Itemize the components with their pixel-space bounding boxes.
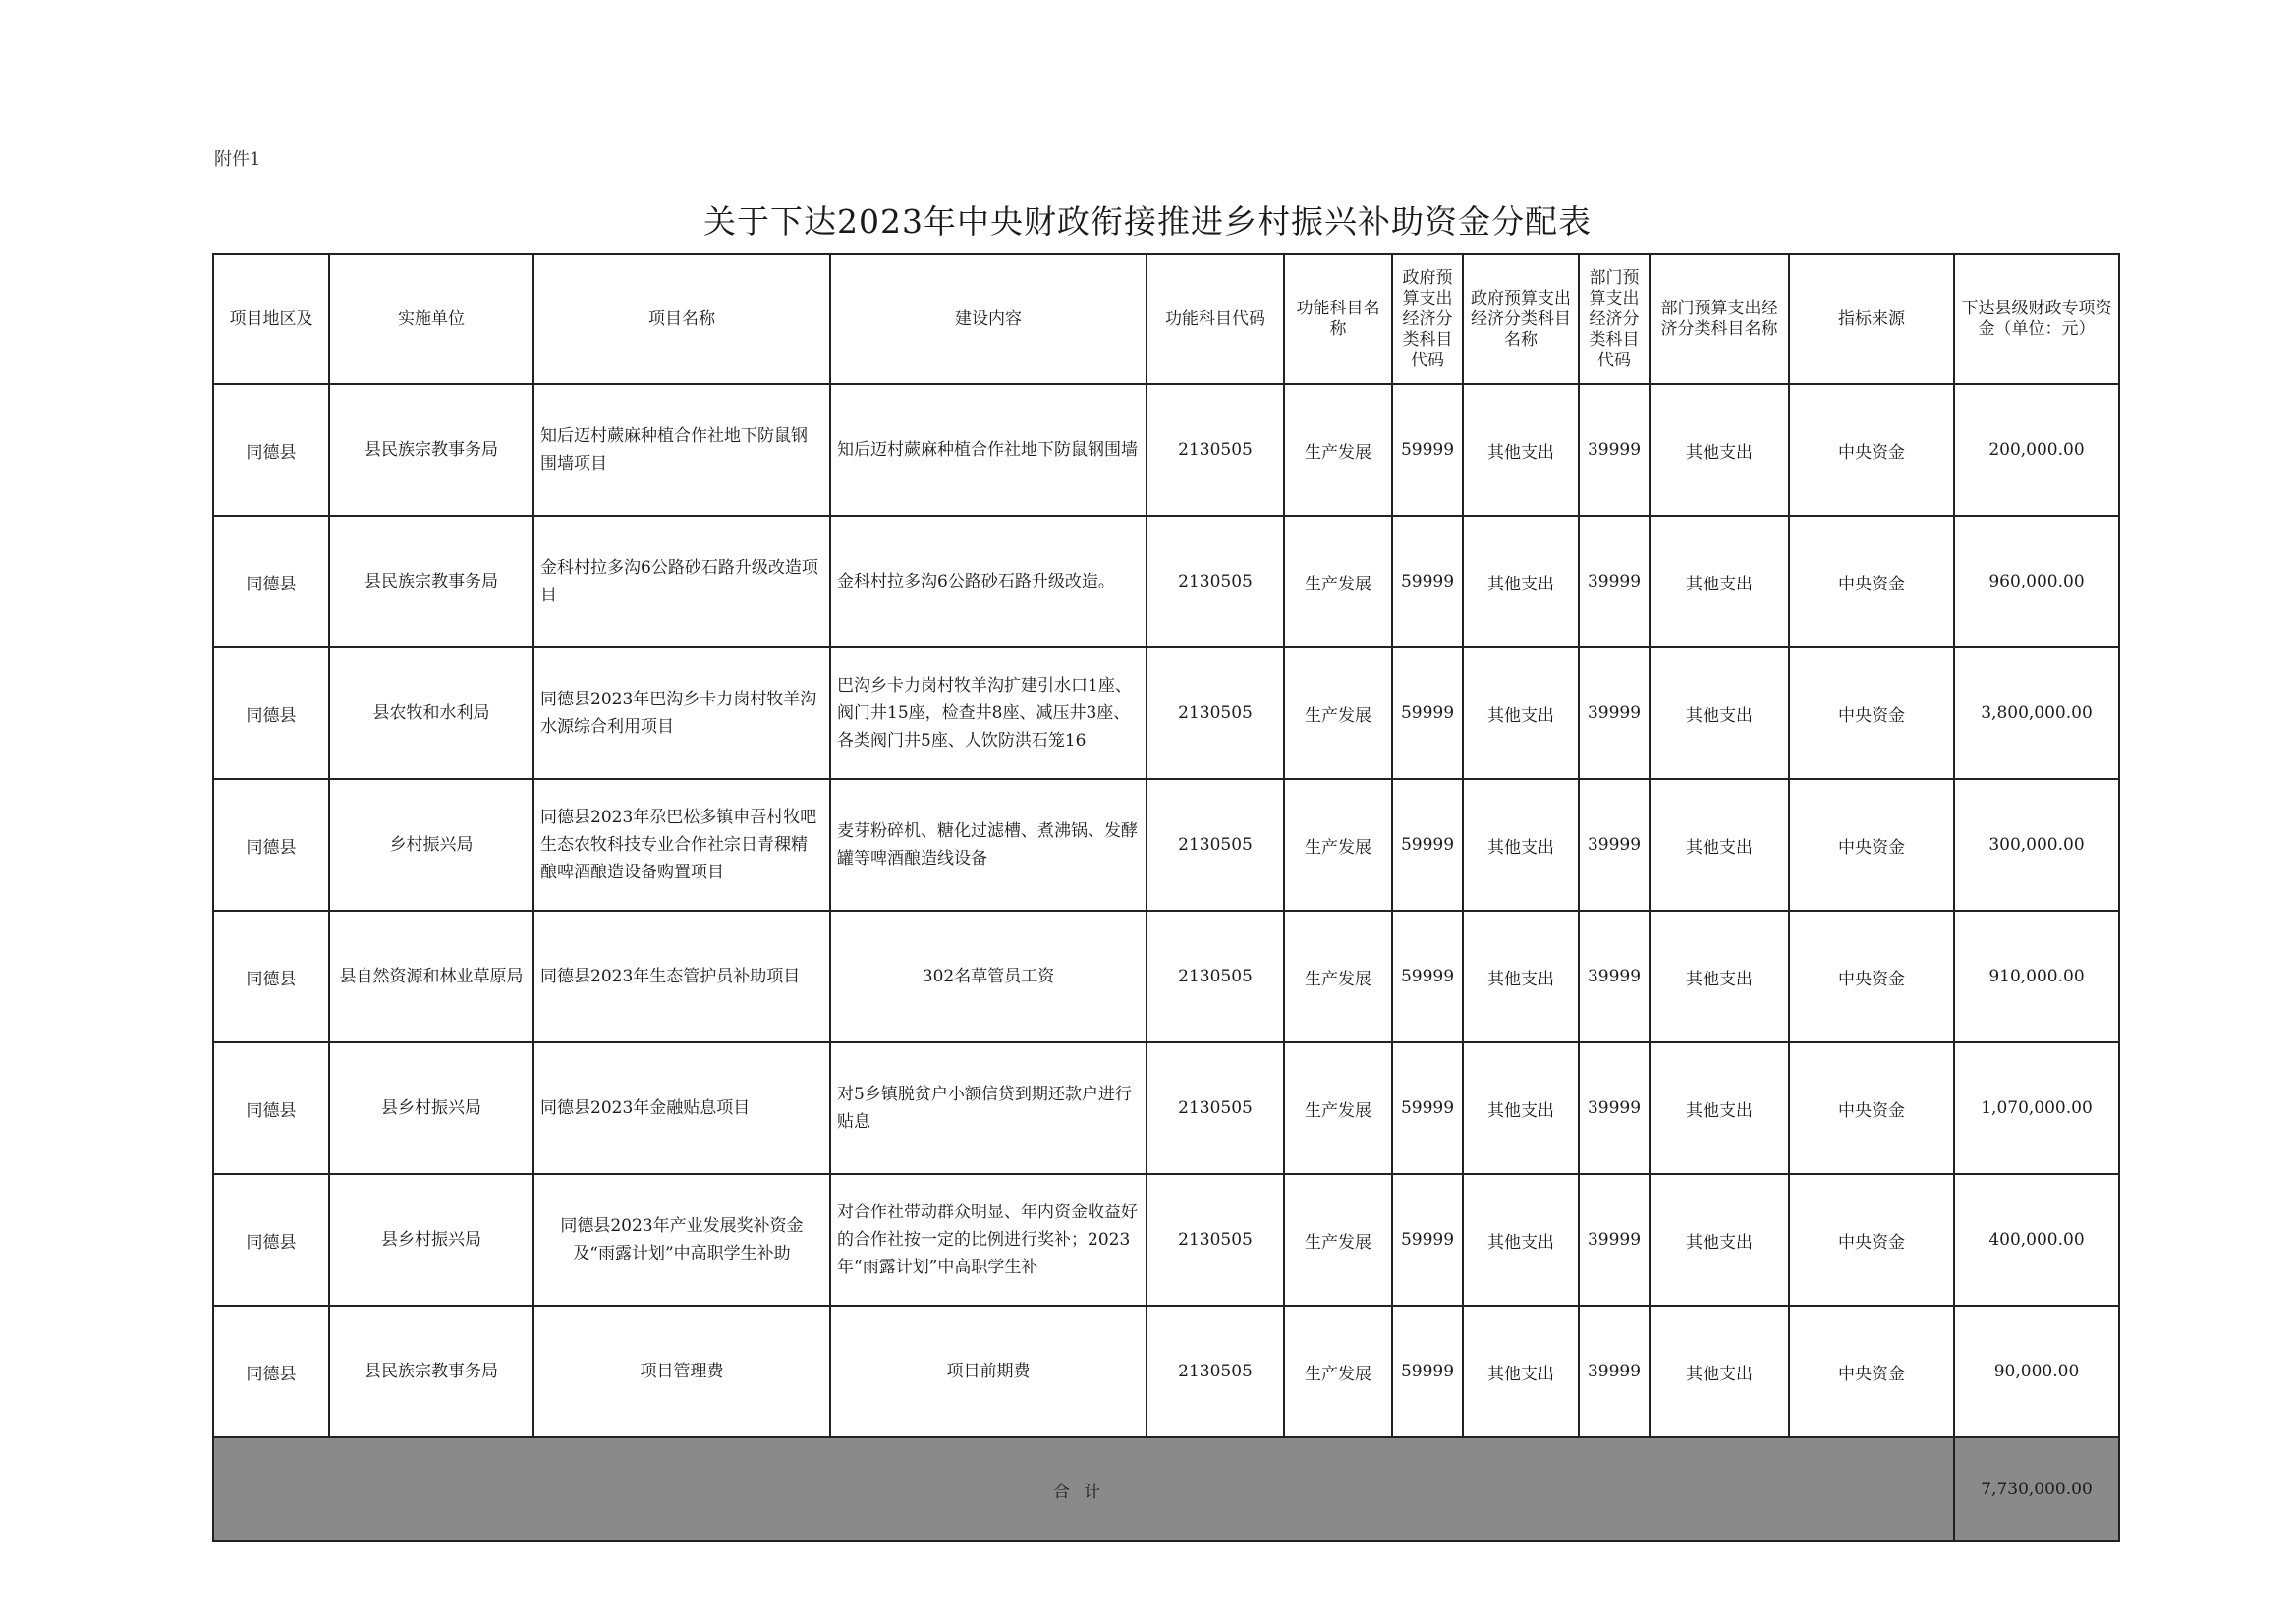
cell-gov-code: 59999	[1392, 1306, 1463, 1437]
table-header-row	[213, 254, 2119, 384]
cell-project-text: 同德县2023年生态管护员补助项目	[540, 967, 801, 986]
cell-unit: 县民族宗教事务局	[329, 384, 533, 516]
header-region: 项目地区及	[213, 254, 329, 384]
cell-func-name: 生产发展	[1284, 1174, 1392, 1306]
cell-content-text: 对5乡镇脱贫户小额信贷到期还款户进行贴息	[837, 1085, 1132, 1132]
cell-unit: 乡村振兴局	[329, 779, 533, 911]
cell-gov-code: 59999	[1392, 779, 1463, 911]
cell-func-name: 生产发展	[1284, 911, 1392, 1042]
cell-content	[830, 647, 1147, 779]
cell-func-code: 2130505	[1147, 779, 1284, 911]
cell-gov-name: 其他支出	[1463, 647, 1579, 779]
cell-gov-code: 59999	[1392, 1042, 1463, 1174]
cell-source: 中央资金	[1789, 1174, 1954, 1306]
header-amount: 下达县级财政专项资金（单位：元）	[1954, 254, 2119, 384]
cell-content-text: 项目前期费	[946, 1362, 1031, 1381]
cell-gov-code: 59999	[1392, 647, 1463, 779]
cell-func-name: 生产发展	[1284, 516, 1392, 647]
cell-project	[533, 1306, 830, 1437]
cell-region: 同德县	[213, 1042, 329, 1174]
cell-amount: 400,000.00	[1954, 1174, 2119, 1306]
cell-content-text: 金科村拉多沟6公路砂石路升级改造。	[837, 572, 1115, 591]
attachment-label: 附件1	[214, 149, 261, 170]
cell-func-name: 生产发展	[1284, 384, 1392, 516]
cell-project-text: 同德县2023年尕巴松多镇申吾村牧吧生态农牧科技专业合作社宗日青稞精酿啤酒酿造设备购置项目	[540, 808, 817, 882]
header-dept-name: 部门预算支出经济分类科目名称	[1650, 254, 1789, 384]
header-source: 指标来源	[1789, 254, 1954, 384]
cell-project	[533, 911, 830, 1042]
cell-dept-code: 39999	[1579, 1174, 1650, 1306]
table-row	[213, 1306, 2119, 1437]
cell-func-code: 2130505	[1147, 384, 1284, 516]
cell-dept-name: 其他支出	[1650, 1174, 1789, 1306]
cell-source: 中央资金	[1789, 911, 1954, 1042]
cell-gov-code: 59999	[1392, 1174, 1463, 1306]
cell-source: 中央资金	[1789, 1042, 1954, 1174]
header-dept-code: 部门预算支出经济分类科目代码	[1579, 254, 1650, 384]
cell-content-text: 麦芽粉碎机、糖化过滤槽、煮沸锅、发酵罐等啤酒酿造线设备	[837, 821, 1138, 868]
cell-gov-name: 其他支出	[1463, 1306, 1579, 1437]
table-row	[213, 516, 2119, 647]
cell-project	[533, 647, 830, 779]
table-row	[213, 911, 2119, 1042]
cell-region: 同德县	[213, 1174, 329, 1306]
cell-gov-code: 59999	[1392, 516, 1463, 647]
cell-dept-name: 其他支出	[1650, 779, 1789, 911]
cell-project	[533, 779, 830, 911]
table-row	[213, 779, 2119, 911]
cell-func-name: 生产发展	[1284, 1042, 1392, 1174]
cell-dept-code: 39999	[1579, 647, 1650, 779]
cell-gov-code: 59999	[1392, 384, 1463, 516]
header-func-code: 功能科目代码	[1147, 254, 1284, 384]
cell-unit: 县自然资源和林业草原局	[329, 911, 533, 1042]
cell-amount: 300,000.00	[1954, 779, 2119, 911]
cell-project-text: 同德县2023年金融贴息项目	[540, 1098, 751, 1118]
cell-gov-name: 其他支出	[1463, 1174, 1579, 1306]
cell-source: 中央资金	[1789, 647, 1954, 779]
header-gov-code: 政府预算支出经济分类科目代码	[1392, 254, 1463, 384]
total-label: 合计	[213, 1437, 1954, 1541]
cell-content-text: 302名草管员工资	[922, 967, 1055, 986]
cell-amount: 1,070,000.00	[1954, 1042, 2119, 1174]
cell-dept-name: 其他支出	[1650, 647, 1789, 779]
cell-gov-name: 其他支出	[1463, 384, 1579, 516]
cell-project	[533, 384, 830, 516]
cell-func-code: 2130505	[1147, 1174, 1284, 1306]
cell-project-text: 知后迈村蕨麻种植合作社地下防鼠钢围墙项目	[540, 426, 808, 474]
cell-dept-code: 39999	[1579, 384, 1650, 516]
header-func-name: 功能科目名称	[1284, 254, 1392, 384]
cell-func-code: 2130505	[1147, 647, 1284, 779]
cell-content	[830, 779, 1147, 911]
cell-unit: 县民族宗教事务局	[329, 1306, 533, 1437]
cell-dept-code: 39999	[1579, 516, 1650, 647]
cell-dept-name: 其他支出	[1650, 516, 1789, 647]
cell-project	[533, 516, 830, 647]
cell-unit: 县农牧和水利局	[329, 647, 533, 779]
cell-gov-name: 其他支出	[1463, 516, 1579, 647]
cell-gov-code: 59999	[1392, 911, 1463, 1042]
cell-dept-name: 其他支出	[1650, 1306, 1789, 1437]
cell-content-text: 知后迈村蕨麻种植合作社地下防鼠钢围墙	[837, 440, 1138, 460]
cell-source: 中央资金	[1789, 384, 1954, 516]
total-row	[213, 1437, 2119, 1541]
cell-func-code: 2130505	[1147, 1042, 1284, 1174]
cell-content-text: 巴沟乡卡力岗村牧羊沟扩建引水口1座、阀门井15座，检查井8座、减压井3座、各类阀门井5座、人饮防洪石笼16	[837, 676, 1132, 751]
cell-project-text: 项目管理费	[640, 1362, 724, 1381]
cell-func-name: 生产发展	[1284, 779, 1392, 911]
cell-content	[830, 1306, 1147, 1437]
cell-func-code: 2130505	[1147, 1306, 1284, 1437]
header-content: 建设内容	[830, 254, 1147, 384]
header-unit: 实施单位	[329, 254, 533, 384]
cell-content	[830, 1042, 1147, 1174]
cell-dept-code: 39999	[1579, 911, 1650, 1042]
cell-amount: 910,000.00	[1954, 911, 2119, 1042]
cell-source: 中央资金	[1789, 779, 1954, 911]
cell-project	[533, 1174, 830, 1306]
cell-gov-name: 其他支出	[1463, 779, 1579, 911]
cell-content-text: 对合作社带动群众明显、年内资金收益好的合作社按一定的比例进行奖补；2023年“雨露计划”中高职学生补	[837, 1203, 1138, 1277]
cell-func-code: 2130505	[1147, 516, 1284, 647]
cell-project	[533, 1042, 830, 1174]
cell-region: 同德县	[213, 384, 329, 516]
allocation-table	[212, 253, 2120, 1542]
cell-dept-code: 39999	[1579, 1042, 1650, 1174]
cell-region: 同德县	[213, 779, 329, 911]
total-amount: 7,730,000.00	[1954, 1437, 2119, 1541]
table-row	[213, 384, 2119, 516]
cell-dept-name: 其他支出	[1650, 911, 1789, 1042]
cell-content	[830, 911, 1147, 1042]
cell-project-text: 同德县2023年巴沟乡卡力岗村牧羊沟水源综合利用项目	[540, 690, 817, 737]
cell-amount: 90,000.00	[1954, 1306, 2119, 1437]
cell-dept-code: 39999	[1579, 1306, 1650, 1437]
cell-project-text: 同德县2023年产业发展奖补资金及“雨露计划”中高职学生补助	[560, 1216, 804, 1263]
cell-amount: 200,000.00	[1954, 384, 2119, 516]
document-title: 关于下达2023年中央财政衔接推进乡村振兴补助资金分配表	[703, 202, 1592, 241]
cell-region: 同德县	[213, 1306, 329, 1437]
cell-dept-name: 其他支出	[1650, 384, 1789, 516]
table-row	[213, 647, 2119, 779]
table-row	[213, 1042, 2119, 1174]
cell-region: 同德县	[213, 516, 329, 647]
table-row	[213, 1174, 2119, 1306]
cell-unit: 县民族宗教事务局	[329, 516, 533, 647]
cell-dept-name: 其他支出	[1650, 1042, 1789, 1174]
cell-func-name: 生产发展	[1284, 647, 1392, 779]
cell-amount: 3,800,000.00	[1954, 647, 2119, 779]
cell-region: 同德县	[213, 911, 329, 1042]
cell-content	[830, 1174, 1147, 1306]
cell-source: 中央资金	[1789, 1306, 1954, 1437]
header-gov-name: 政府预算支出经济分类科目名称	[1463, 254, 1579, 384]
cell-func-code: 2130505	[1147, 911, 1284, 1042]
cell-dept-code: 39999	[1579, 779, 1650, 911]
cell-content	[830, 384, 1147, 516]
cell-region: 同德县	[213, 647, 329, 779]
header-project: 项目名称	[533, 254, 830, 384]
cell-content	[830, 516, 1147, 647]
cell-gov-name: 其他支出	[1463, 911, 1579, 1042]
cell-unit: 县乡村振兴局	[329, 1042, 533, 1174]
cell-func-name: 生产发展	[1284, 1306, 1392, 1437]
cell-source: 中央资金	[1789, 516, 1954, 647]
cell-unit: 县乡村振兴局	[329, 1174, 533, 1306]
cell-amount: 960,000.00	[1954, 516, 2119, 647]
cell-gov-name: 其他支出	[1463, 1042, 1579, 1174]
cell-project-text: 金科村拉多沟6公路砂石路升级改造项目	[540, 558, 818, 605]
